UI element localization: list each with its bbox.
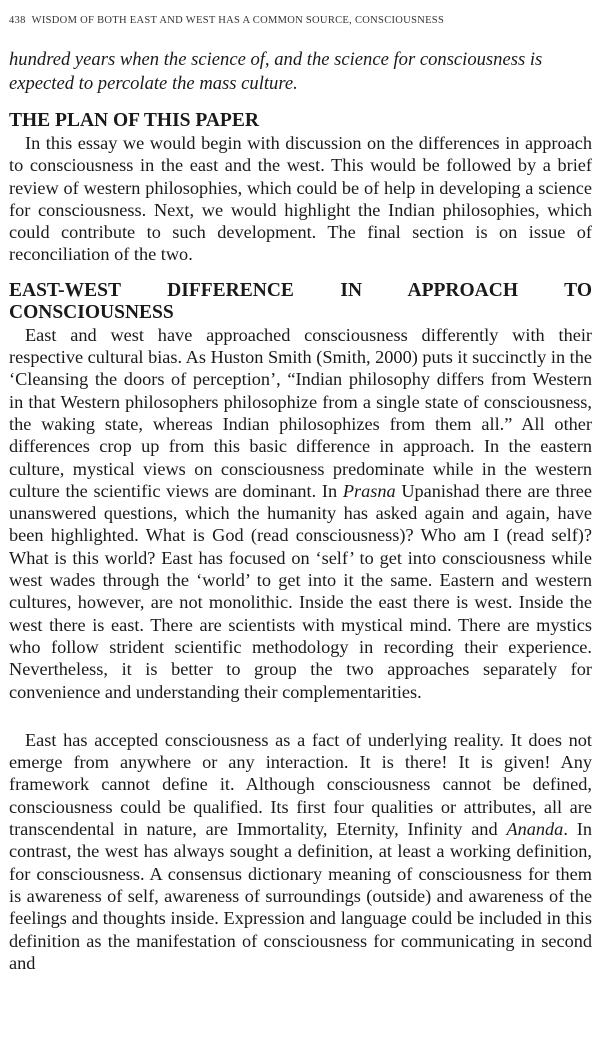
east-west-paragraph-1 xyxy=(9,324,592,703)
emphasis-ananda: Ananda xyxy=(506,819,564,840)
plan-paragraph: In this essay we would begin with discussion on the differences in approach to consciousness in the east and the west. This would be followed by a brief review of western philosophies, which could be of help in developing a science for consciousness. Next, we would highlight the Indian philosophies, which could contribute to such development. The final section is on issue of reconciliation of the two. xyxy=(9,133,592,265)
section-heading-east-west-line2: CONSCIOUSNESS xyxy=(9,301,174,323)
paragraph-text: Upanishad there are three unanswered questions, which the humanity has asked again and again, have been highlighted. What is God (read consciousness)? Who am I (read self)? What is this world? East has focused on ‘self’ to get into consciousness while west wades through the ‘world’ to get into it the same. Eastern and western cultures, however, are not monolithic. Inside the east there is west. Inside the west there is east. There are scientists with mystical mind. There are mystics who follow strident scientific methodology in recording their experience. Nevertheless, it is better to group the two approaches separately for convenience and understanding their complementarities. xyxy=(9,480,593,702)
running-header xyxy=(9,14,592,28)
page-number: 438 xyxy=(9,15,26,26)
paragraph-text: East and west have approached consciousness differently with their respective cultural bias. As Huston Smith (Smith, 2000) puts it succinctly in the ‘Cleansing the doors of perception’, “Indian philosophy differs from Western in that Western philosophers philosophize from a single state of consciousness, the waking state, whereas Indian philosophizes from them all.” All other differences crop up from this basic difference in approach. In the eastern culture, mystical views on consciousness predominate while in the western culture the scientific views are dominant. In xyxy=(9,324,592,501)
emphasis-prasna: Prasna xyxy=(342,480,396,501)
paragraph-text: East has accepted consciousness as a fact of underlying reality. It does not emerge from anywhere or any interaction. It is there! It is given! Any framework cannot define it. Although consciousness cannot be defined, consciousness could be qualified. Its first four qualities or attributes, all are transcendental in nature, are Immortality, Eternity, Infinity and xyxy=(9,729,592,840)
paragraph-text: . In contrast, the west has always sought a definition, at least a working definition, for consciousness. A consensus dictionary meaning of consciousness for them is awareness of self, awareness of surroundings (outside) and awareness of the feelings and thoughts inside. Expression and language could be included in this definition as the manifestation of consciousness for communicating in second and xyxy=(9,819,592,973)
intro-italic-text: hundred years when the science of, and the science for consciousness is expected to percolate the mass culture. xyxy=(9,49,543,94)
running-title: WISDOM OF BOTH EAST AND WEST HAS A COMMON SOURCE, CONSCIOUSNESS xyxy=(31,15,445,26)
section-heading-east-west-line1: EAST-WEST DIFFERENCE IN APPROACH TO xyxy=(9,279,592,301)
section-heading-plan: THE PLAN OF THIS PAPER xyxy=(9,110,259,131)
east-west-paragraph-2 xyxy=(9,729,592,974)
